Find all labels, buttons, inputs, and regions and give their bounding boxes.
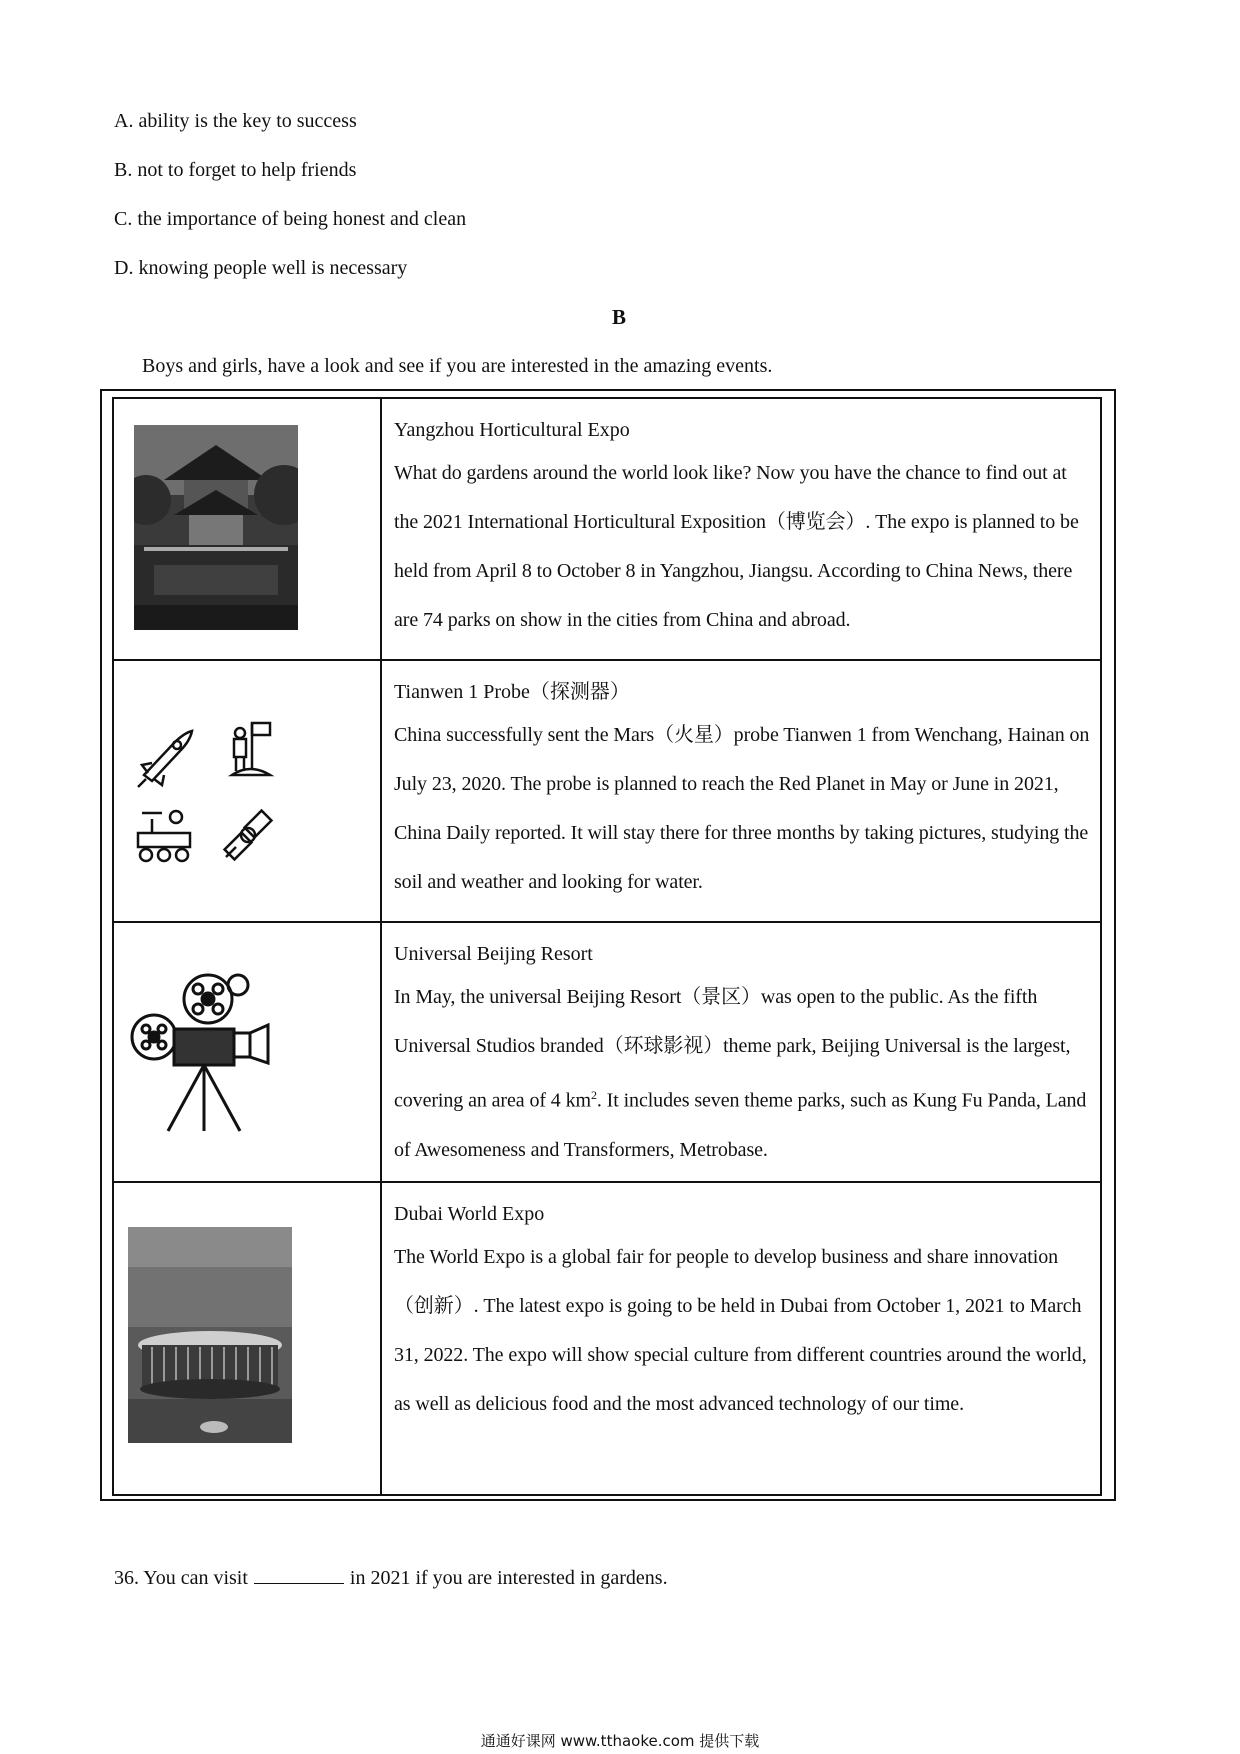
event-title: Universal Beijing Resort [394, 943, 593, 965]
space-icons [132, 713, 282, 873]
event-text-cell [381, 922, 1101, 1182]
rocket-icon [138, 731, 192, 787]
option-letter: C. [114, 208, 133, 230]
event-title: Tianwen 1 Probe（探测器） [394, 681, 630, 703]
option-letter: B. [114, 159, 133, 181]
event-image-cell [113, 398, 381, 660]
event-title: Yangzhou Horticultural Expo [394, 419, 630, 441]
event-body: The World Expo is a global fair for people to develop business and share innovation（创新）. The latest expo is going to be held in Dubai from October 1, 2021 to March 31, 2022. The expo will show special culture from different countries around the world, as well as delicious food and the most advanced technology of our time. [394, 1246, 1087, 1415]
option-text: the importance of being honest and clean [137, 208, 467, 230]
event-text-cell [381, 1182, 1101, 1495]
option-c [114, 207, 466, 231]
mars-rover-icon [138, 811, 190, 861]
page-footer: 通通好课网 www.tthaoke.com 提供下载 [480, 1732, 760, 1750]
event-body-part: In May, the universal Beijing Resort（景区）was open to the public. As the fifth Universal Studios branded（环球影视）theme park, Beijing Universal is the largest, covering an area of 4 km [394, 986, 1071, 1112]
event-row-tianwen [113, 660, 1101, 922]
film-camera-icon [128, 971, 280, 1135]
option-text: not to forget to help friends [137, 159, 357, 181]
event-body-part: . It includes seven theme parks, such as Kung Fu Panda, Land of Awesomeness and Transformers, Metrobase. [394, 1089, 1087, 1161]
event-row-dubai [113, 1182, 1101, 1495]
event-body: China successfully sent the Mars（火星）probe Tianwen 1 from Wenchang, Hainan on July 23, 2020. The probe is planned to reach the Red Planet in May or June in 2021, China Daily reported. It will stay there for three months by taking pictures, studying the soil and weather and looking for water. [394, 724, 1090, 893]
event-title: Dubai World Expo [394, 1203, 545, 1225]
event-row-yangzhou [113, 398, 1101, 660]
question-text: 36. You can visit [114, 1567, 248, 1589]
section-intro: Boys and girls, have a look and see if you are interested in the amazing events. [142, 355, 773, 377]
event-body [394, 973, 1090, 1175]
expo-pavilion-photo [128, 1227, 292, 1443]
satellite-icon [225, 811, 272, 860]
question-36 [114, 1565, 668, 1590]
option-letter: D. [114, 257, 134, 279]
section-title: B [612, 305, 627, 329]
option-text: knowing people well is necessary [138, 257, 408, 279]
event-text-cell [381, 398, 1101, 660]
event-body: What do gardens around the world look like? Now you have the chance to find out at the 2021 International Horticultural Exposition（博览会）. The expo is planned to be held from April 8 to October 8 in Yangzhou, Jiangsu. According to China News, there are 74 parks on show in the cities from China and abroad. [394, 462, 1079, 631]
astronaut-flag-icon [232, 723, 270, 775]
event-row-universal [113, 922, 1101, 1182]
event-image-cell [113, 1182, 381, 1495]
question-text: in 2021 if you are interested in gardens. [349, 1567, 668, 1589]
event-text-cell [381, 660, 1101, 922]
option-b [114, 158, 356, 182]
event-image-cell [113, 922, 381, 1182]
superscript: 2 [590, 1088, 597, 1102]
option-d [114, 256, 407, 280]
answer-blank[interactable] [254, 1565, 344, 1584]
option-letter: A. [114, 110, 134, 132]
events-table [112, 397, 1102, 1496]
pavilion-photo [134, 425, 298, 630]
option-text: ability is the key to success [138, 110, 357, 132]
event-image-cell [113, 660, 381, 922]
option-a [114, 109, 357, 133]
